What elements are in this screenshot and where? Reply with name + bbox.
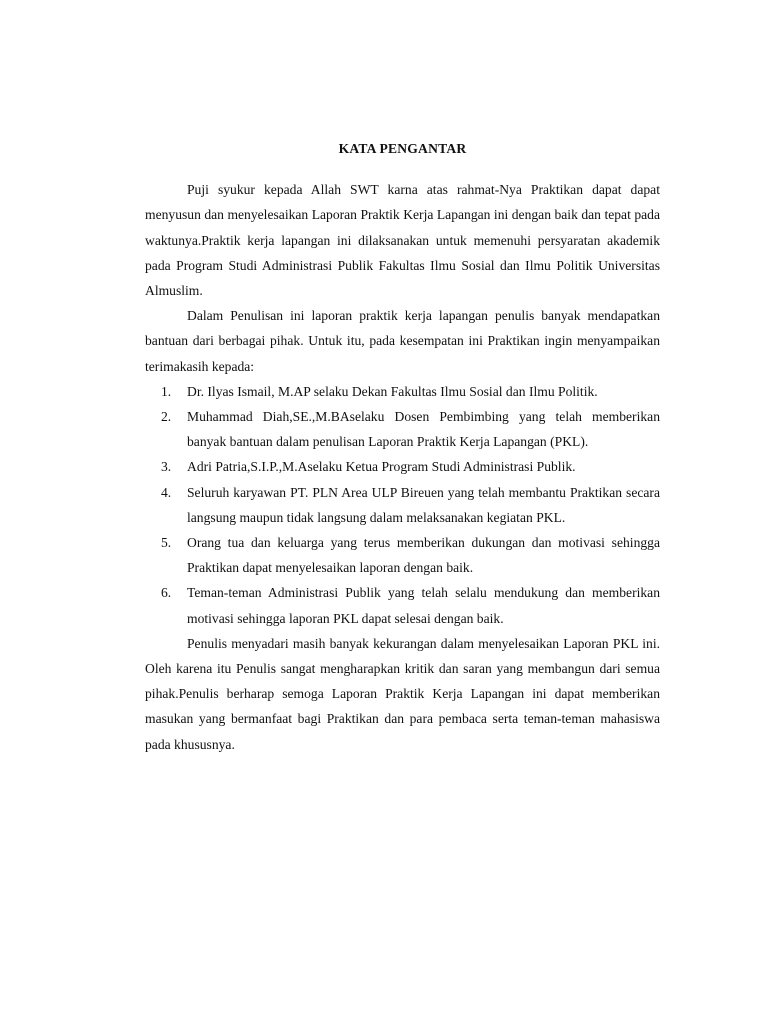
acknowledgement-intro-paragraph: Dalam Penulisan ini laporan praktik kerja lapangan penulis banyak mendapatkan bantuan dari berbagai pihak. Untuk itu, pada kesempatan ini Praktikan ingin menyampaikan terimakasih kepada: (145, 308, 660, 374)
list-item (145, 454, 660, 479)
list-item-number: 1. (161, 383, 172, 399)
list-item (145, 480, 660, 530)
opening-paragraph: Puji syukur kepada Allah SWT karna atas rahmat-Nya Praktikan dapat dapat menyusun dan menyelesaikan Laporan Praktik Kerja Lapangan ini dengan baik dan tepat pada waktunya.Praktik kerja lapangan ini dilaksanakan untuk memenuhi persyaratan akademik pada Program Studi Administrasi Publik Fakultas Ilmu Sosial dan Ilmu Politik Universitas Almuslim. (145, 182, 660, 299)
document-body (145, 136, 660, 757)
acknowledgement-list (145, 379, 660, 631)
list-item-text: Muhammad Diah,SE.,M.BAselaku Dosen Pembimbing yang telah memberikan banyak bantuan dalam penulisan Laporan Praktik Kerja Lapangan (PKL). (187, 409, 660, 450)
list-item (145, 530, 660, 580)
list-item-number: 4. (161, 484, 172, 500)
list-item-number: 5. (161, 535, 172, 551)
closing-paragraph: Penulis menyadari masih banyak kekurangan dalam menyelesaikan Laporan PKL ini. Oleh karena itu Penulis sangat mengharapkan kritik dan saran yang membangun dari semua pihak.Penulis berharap semoga Laporan Praktik Kerja Lapangan ini dapat memberikan masukan yang bermanfaat bagi Praktikan dan para pembaca serta teman-teman mahasiswa pada khususnya. (145, 635, 660, 752)
list-item (145, 379, 660, 404)
list-item-number: 3. (161, 459, 172, 475)
list-item (145, 580, 660, 630)
list-item-text: Orang tua dan keluarga yang terus memberikan dukungan dan motivasi sehingga Praktikan dapat menyelesaikan laporan dengan baik. (187, 535, 660, 576)
list-item-text: Seluruh karyawan PT. PLN Area ULP Bireuen yang telah membantu Praktikan secara langsung maupun tidak langsung dalam melaksanakan kegiatan PKL. (187, 484, 660, 525)
list-item-text: Teman-teman Administrasi Publik yang telah selalu mendukung dan memberikan motivasi sehingga laporan PKL dapat selesai dengan baik. (187, 585, 660, 626)
list-item-text: Adri Patria,S.I.P.,M.Aselaku Ketua Program Studi Administrasi Publik. (187, 459, 576, 475)
list-item-text: Dr. Ilyas Ismail, M.AP selaku Dekan Fakultas Ilmu Sosial dan Ilmu Politik. (187, 383, 598, 399)
list-item-number: 2. (161, 409, 172, 425)
list-item-number: 6. (161, 585, 172, 601)
list-item (145, 404, 660, 454)
page-title: KATA PENGANTAR (338, 141, 467, 156)
